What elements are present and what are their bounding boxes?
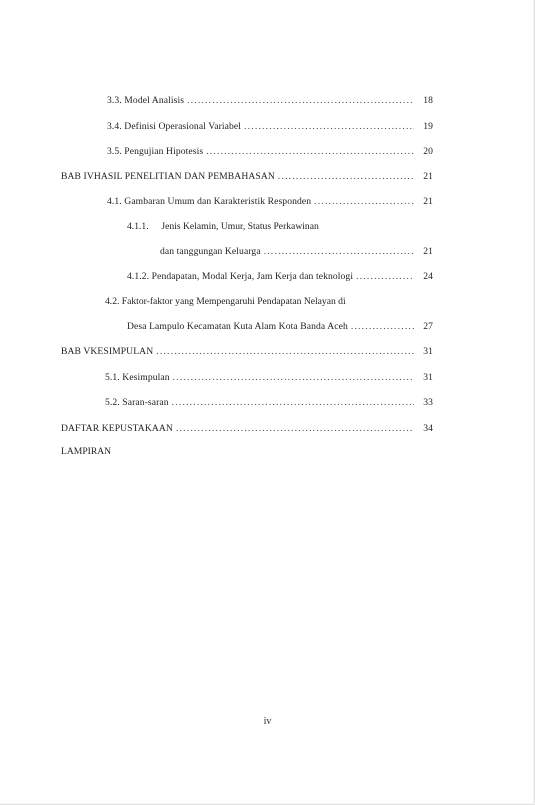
chapter-title: KESIMPULAN (90, 346, 154, 357)
toc-entry-text: 4.1.2. Pendapatan, Modal Kerja, Jam Kerja dan teknologi (127, 271, 354, 282)
toc-page-number: 31 (423, 346, 433, 357)
toc-page-number: 33 (423, 397, 433, 408)
chapter-label: BAB IV (61, 171, 94, 182)
toc-entry-text: 4.1. Gambaran Umum dan Karakteristik Responden (107, 196, 312, 207)
toc-entry-text: 3.5. Pengujian Hipotesis (107, 146, 204, 157)
toc-entry-4-1 (107, 196, 433, 207)
toc-appendix (61, 446, 111, 457)
toc-page-number: 34 (423, 423, 433, 434)
chapter-title: HASIL PENELITIAN DAN PEMBAHASAN (93, 171, 275, 182)
toc-entry-number: 4.1.1. (127, 221, 149, 232)
dot-leader (172, 397, 414, 408)
toc-chapter-5 (61, 346, 433, 357)
dot-leader (173, 372, 414, 383)
toc-entry-4-2-line2 (127, 321, 433, 332)
toc-entry-text: 5.1. Kesimpulan (105, 372, 170, 383)
toc-page-number: 18 (423, 95, 433, 106)
toc-entry-text: 5.2. Saran-saran (105, 397, 169, 408)
toc-entry-text: Desa Lampulo Kecamatan Kuta Alam Kota Banda Aceh (127, 321, 348, 332)
dot-leader (278, 171, 414, 182)
toc-entry-4-1-2 (127, 271, 433, 282)
toc-entry-text: dan tanggungan Keluarga (160, 246, 261, 257)
toc-entry-text: 4.2. Faktor-faktor yang Mempengaruhi Pendapatan Nelayan di (105, 296, 346, 307)
toc-page-number: 19 (423, 121, 433, 132)
toc-entry-text: 3.3. Model Analisis (107, 95, 185, 106)
toc-entry-4-1-1-line2 (160, 246, 433, 257)
toc-entry-3-4 (107, 121, 433, 132)
dot-leader (206, 146, 414, 157)
dot-leader (356, 271, 414, 282)
page-number-footer: iv (263, 716, 272, 727)
toc-entry-text: Jenis Kelamin, Umur, Status Perkawinan (161, 221, 319, 232)
toc-entry-4-1-1-line1 (127, 221, 319, 232)
toc-bibliography (61, 423, 433, 434)
toc-page-number: 21 (423, 196, 433, 207)
dot-leader (156, 346, 414, 357)
toc-page-number: 20 (423, 146, 433, 157)
dot-leader (244, 121, 414, 132)
toc-entry-3-5 (107, 146, 433, 157)
toc-entry-text: LAMPIRAN (61, 446, 112, 457)
toc-entry-3-3 (107, 95, 433, 106)
toc-page-number: 24 (423, 271, 433, 282)
toc-chapter-4 (61, 171, 433, 182)
toc-page-number: 21 (423, 246, 433, 257)
toc-page-number: 27 (423, 321, 433, 332)
dot-leader (351, 321, 414, 332)
dot-leader (264, 246, 414, 257)
toc-entry-5-1 (105, 372, 433, 383)
dot-leader (314, 196, 414, 207)
chapter-label: BAB V (61, 346, 91, 357)
dot-leader (187, 95, 414, 106)
toc-page-number: 21 (423, 171, 433, 182)
toc-entry-5-2 (105, 397, 433, 408)
dot-leader (176, 423, 414, 434)
toc-entry-text: DAFTAR KEPUSTAKAAN (61, 423, 173, 434)
toc-entry-4-2-line1 (105, 296, 346, 307)
toc-entry-text: 3.4. Definisi Operasional Variabel (107, 121, 242, 132)
toc-page-number: 31 (423, 372, 433, 383)
